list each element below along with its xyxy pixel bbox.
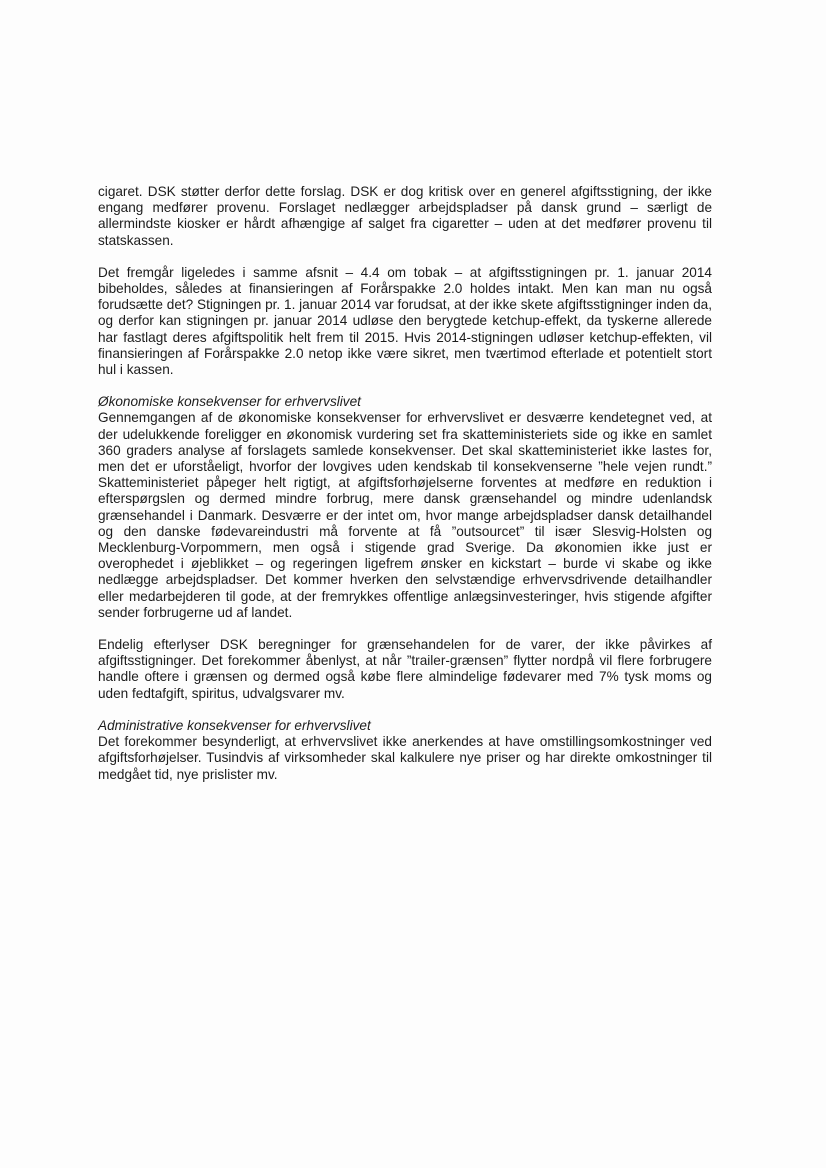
paragraph-afgiftsstigning-2014: Det fremgår ligeledes i samme afsnit – 4.4 om tobak – at afgiftsstigningen pr. 1. januar 2014 bibeholdes, således at finansieringen af Forårspakke 2.0 holdes intakt. Men kan man nu også forudsætte det? Stigningen pr. 1. januar 2014 var forudsat, at der ikke skete afgiftsstigninger inden da, og derfor kan stigningen pr. januar 2014 udløse den berygtede ketchup-effekt, da tyskerne allerede har fastlagt deres afgiftspolitik helt frem til 2015. Hvis 2014-stigningen udløser ketchup-effekten, vil finansieringen af Forårspakke 2.0 netop ikke være sikret, men tværtimod efterlade et potentielt stort hul i kassen. [98, 264, 712, 378]
paragraph-border-trade: Endelig efterlyser DSK beregninger for grænsehandelen for de varer, der ikke påvirkes af afgiftsstigninger. Det forekommer åbenlyst, at når ”trailer-grænsen” flytter nordpå vil flere forbrugere handle oftere i grænsen og dermed også købe flere almindelige fødevarer med 7% tysk moms og uden fedtafgift, spiritus, udvalgsvarer mv. [98, 637, 712, 701]
paragraph-administrative: Det forekommer besynderligt, at erhvervslivet ikke anerkendes at have omstillingsomkostninger ved afgiftsforhøjelser. Tusindvis af virksomheder skal kalkulere nye priser og har direkte omkostninger til medgået tid, nye prislister mv. [98, 734, 712, 782]
paragraph-cigaret: cigaret. DSK støtter derfor dette forslag. DSK er dog kritisk over en generel afgiftsstigning, der ikke engang medfører provenu. Forslaget nedlægger arbejdspladser på dansk grund – særligt de allermindste kiosker er hårdt afhængige af salget fra cigaretter – uden at det medfører provenu til statskassen. [98, 184, 712, 248]
section-heading-economic: Økonomiske konsekvenser for erhvervslivet [98, 394, 361, 410]
section-administrative-consequences [98, 718, 712, 783]
paragraph-economic: Gennemgangen af de økonomiske konsekvenser for erhvervslivet er desværre kendetegnet ved, at der udelukkende foreligger en økonomisk vurdering set fra skatteministeriets side og ikke en samlet 360 graders analyse af forslagets samlede konsekvenser. Det skal skatteministeriet ikke lastes for, men det er uforståeligt, hvorfor der lovgives uden kendskab til konsekvenserne ”hele vejen rundt.” Skatteministeriet påpeger helt rigtigt, at afgiftsforhøjelserne forventes at medføre en reduktion i efterspørgslen og dermed mindre forbrug, mere dansk grænsehandel og mindre udenlandsk grænsehandel i Danmark. Desværre er der intet om, hvor mange arbejdspladser dansk detailhandel og den danske fødevareindustri må forvente at få ”outsourcet” til især Slesvig-Holsten og Mecklenburg-Vorpommern, men også i stigende grad Sverige. Da økonomien ikke just er overophedet i øjeblikket – og regeringen ligefrem ønsker en kickstart – burde vi skabe og ikke nedlægge arbejdspladser. Det kommer hverken den selvstændige erhvervsdrivende detailhandler eller medarbejderen til gode, at der fremrykkes offentlige anlægsinvesteringer, hvis stigende afgifter sender forbrugerne ud af landet. [98, 410, 712, 620]
section-economic-consequences [98, 394, 712, 621]
document-body [98, 184, 712, 799]
section-heading-administrative: Administrative konsekvenser for erhvervslivet [98, 717, 371, 733]
